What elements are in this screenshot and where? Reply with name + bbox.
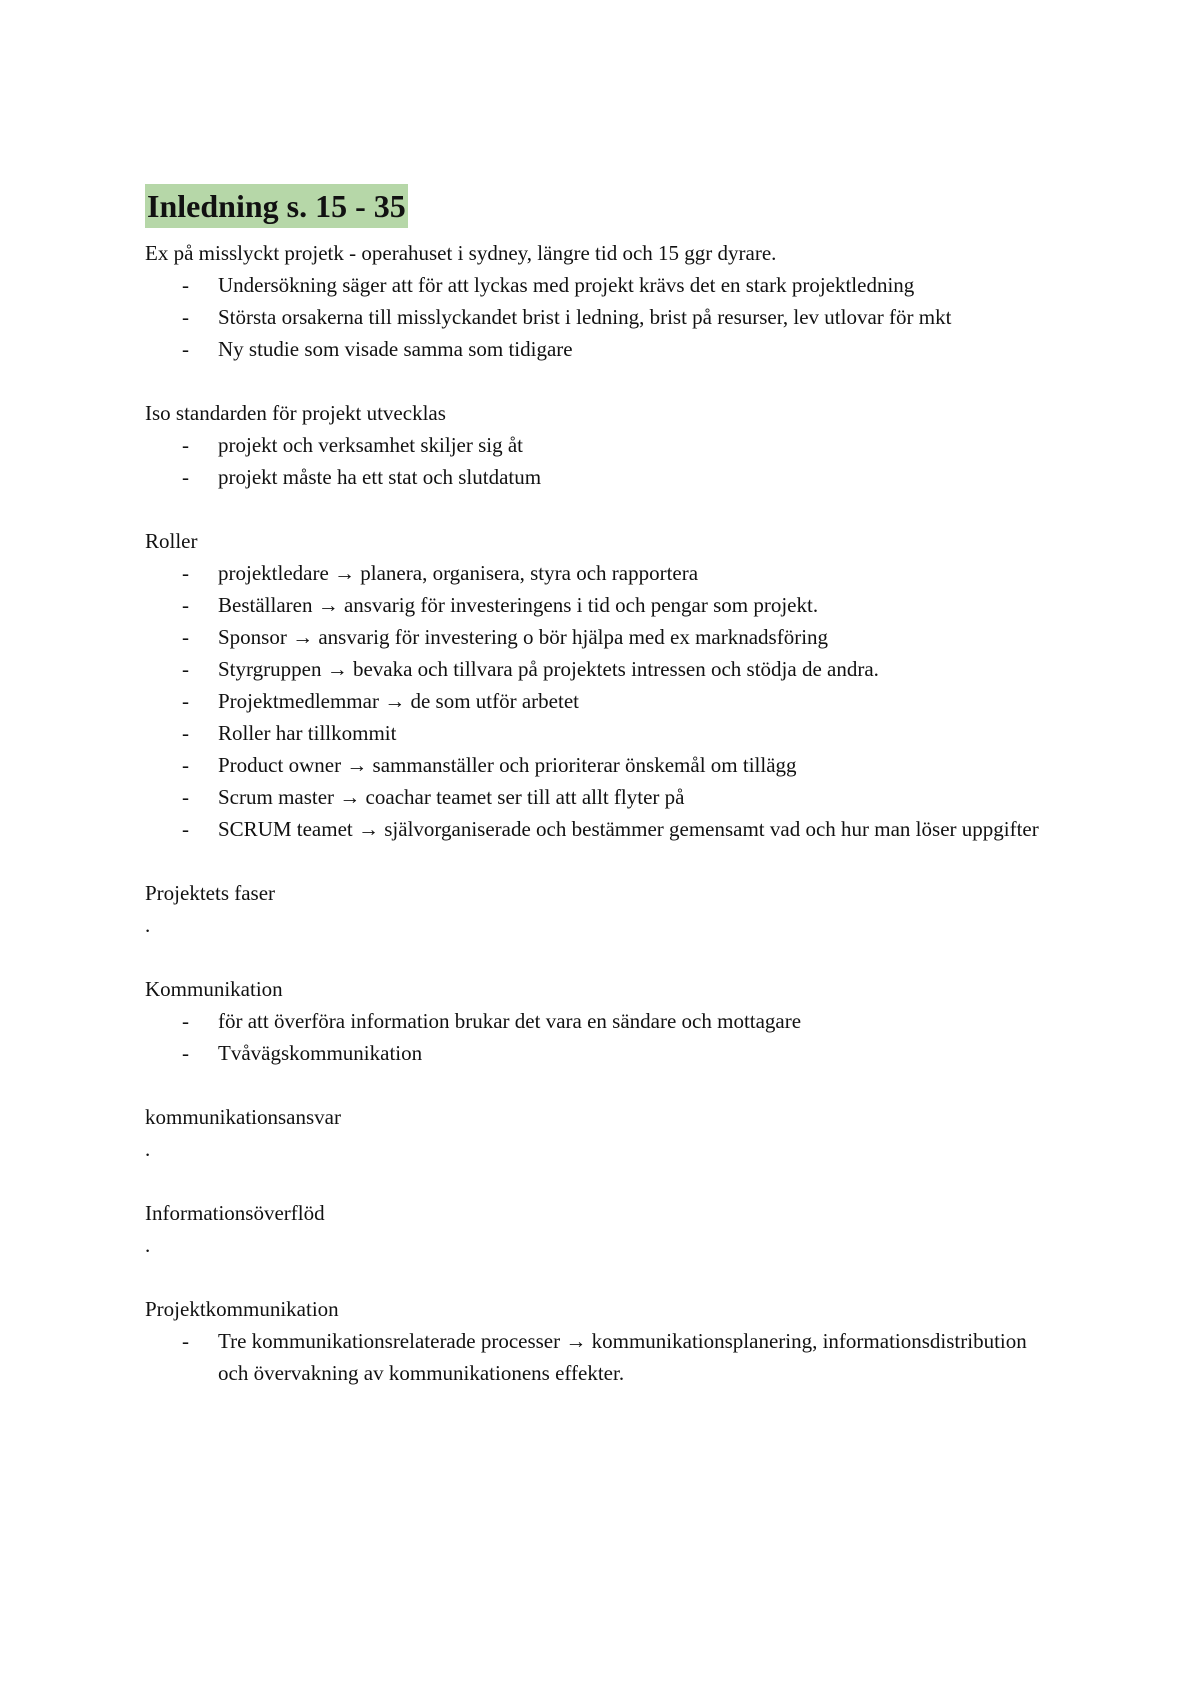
list-item [145, 269, 1045, 301]
list-item-text: Projektmedlemmar → de som utför arbetet [218, 689, 579, 713]
list-item-text: projektledare → planera, organisera, styra och rapportera [218, 561, 699, 585]
bullet-list [145, 269, 1045, 365]
dash-bullet-icon: - [182, 1009, 189, 1033]
dash-bullet-icon: - [182, 337, 189, 361]
list-item [145, 301, 1045, 333]
section-heading: Roller [145, 529, 198, 553]
placeholder-dot: . [145, 913, 151, 937]
dash-bullet-icon: - [182, 753, 189, 777]
section-heading: Projektkommunikation [145, 1297, 339, 1321]
sections-container [145, 237, 1045, 1389]
list-item-text: Beställaren → ansvarig för investeringens i tid och pengar som projekt. [218, 593, 819, 617]
list-item [145, 717, 1045, 749]
section [145, 1293, 1045, 1389]
dash-bullet-icon: - [182, 305, 189, 329]
list-item [145, 749, 1045, 781]
section-heading: Projektets faser [145, 881, 276, 905]
section [145, 877, 1045, 941]
bullet-list [145, 1005, 1045, 1069]
placeholder-dot: . [145, 1233, 151, 1257]
list-item-text: Ny studie som visade samma som tidigare [218, 337, 573, 361]
dash-bullet-icon: - [182, 689, 189, 713]
document-page [145, 184, 1045, 1421]
dash-bullet-icon: - [182, 561, 189, 585]
dash-bullet-icon: - [182, 1041, 189, 1065]
section-heading: kommunikationsansvar [145, 1105, 341, 1129]
section-heading: Informationsöverflöd [145, 1201, 325, 1225]
bullet-list [145, 557, 1045, 845]
dash-bullet-icon: - [182, 433, 189, 457]
dash-bullet-icon: - [182, 625, 189, 649]
section-heading: Iso standarden för projekt utvecklas [145, 401, 446, 425]
list-item-text: Största orsakerna till misslyckandet brist i ledning, brist på resurser, lev utlovar för mkt [218, 305, 952, 329]
list-item-text: Roller har tillkommit [218, 721, 397, 745]
section [145, 237, 1045, 365]
section-heading: Ex på misslyckt projetk - operahuset i sydney, längre tid och 15 ggr dyrare. [145, 241, 777, 265]
list-item [145, 333, 1045, 365]
section [145, 397, 1045, 493]
dash-bullet-icon: - [182, 465, 189, 489]
dash-bullet-icon: - [182, 593, 189, 617]
list-item [145, 429, 1045, 461]
dash-bullet-icon: - [182, 273, 189, 297]
dash-bullet-icon: - [182, 1329, 189, 1353]
list-item [145, 1005, 1045, 1037]
list-item-text: Scrum master → coachar teamet ser till att allt flyter på [218, 785, 685, 809]
section-heading: Kommunikation [145, 977, 283, 1001]
dash-bullet-icon: - [182, 657, 189, 681]
page-title: Inledning s. 15 - 35 [145, 184, 408, 228]
list-item-text: SCRUM teamet → självorganiserade och bestämmer gemensamt vad och hur man löser uppgifter [218, 817, 1039, 841]
list-item [145, 1037, 1045, 1069]
dash-bullet-icon: - [182, 817, 189, 841]
list-item [145, 813, 1045, 845]
bullet-list [145, 429, 1045, 493]
list-item [145, 461, 1045, 493]
placeholder-dot: . [145, 1137, 151, 1161]
section [145, 1101, 1045, 1165]
list-item [145, 621, 1045, 653]
list-item [145, 1325, 1045, 1389]
section [145, 525, 1045, 845]
list-item-text: Sponsor → ansvarig för investering o bör hjälpa med ex marknadsföring [218, 625, 829, 649]
list-item-text: Product owner → sammanställer och prioriterar önskemål om tillägg [218, 753, 797, 777]
list-item [145, 685, 1045, 717]
list-item-text: Tvåvägskommunikation [218, 1041, 423, 1065]
list-item [145, 653, 1045, 685]
list-item-text: för att överföra information brukar det vara en sändare och mottagare [218, 1009, 802, 1033]
bullet-list [145, 1325, 1045, 1389]
list-item-text: Tre kommunikationsrelaterade processer → kommunikationsplanering, informationsdistribution och övervakning av kommunikationens effekter. [218, 1329, 1027, 1385]
list-item-text: Styrgruppen → bevaka och tillvara på projektets intressen och stödja de andra. [218, 657, 879, 681]
list-item [145, 557, 1045, 589]
list-item-text: projekt och verksamhet skiljer sig åt [218, 433, 524, 457]
list-item-text: Undersökning säger att för att lyckas med projekt krävs det en stark projektledning [218, 273, 915, 297]
dash-bullet-icon: - [182, 721, 189, 745]
section [145, 1197, 1045, 1261]
list-item [145, 589, 1045, 621]
list-item-text: projekt måste ha ett stat och slutdatum [218, 465, 542, 489]
list-item [145, 781, 1045, 813]
dash-bullet-icon: - [182, 785, 189, 809]
section [145, 973, 1045, 1069]
